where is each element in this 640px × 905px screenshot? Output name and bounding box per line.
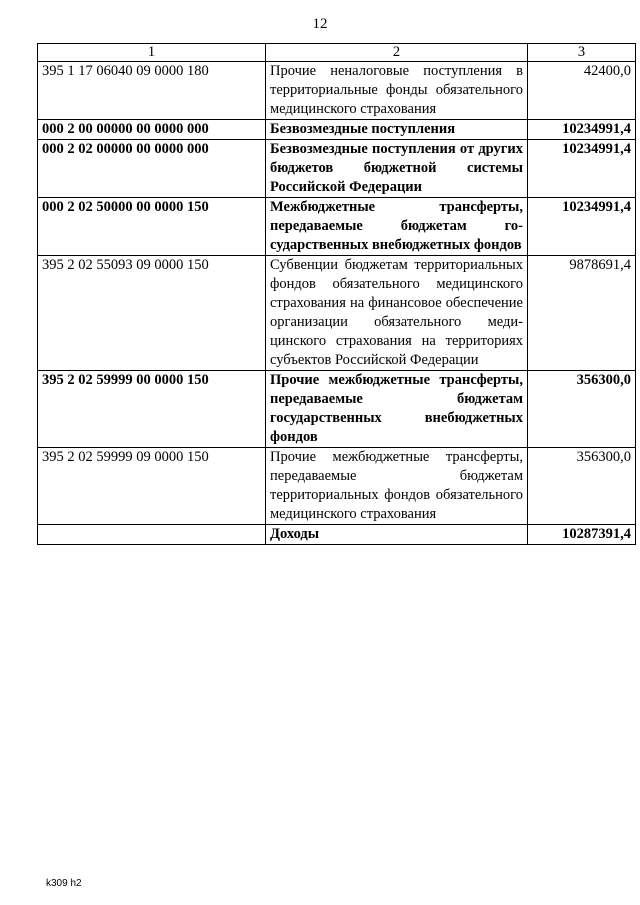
table-row xyxy=(38,140,636,198)
row-amount: 356300,0 xyxy=(528,448,636,525)
row-code: 000 2 02 00000 00 0000 000 xyxy=(38,140,266,198)
row-code xyxy=(38,525,266,545)
row-name: Прочие межбюджетные трансферты, передаваемые бюджетам государственных внебюджетных фондов xyxy=(266,371,528,448)
row-amount: 10234991,4 xyxy=(528,120,636,140)
table-row xyxy=(38,62,636,120)
row-name: Прочие межбюджетные трансферты, передаваемые бюджетам территориальных фондов обязательного медицинского страхования xyxy=(266,448,528,525)
footer-code: k309 h2 xyxy=(46,878,82,889)
table-row xyxy=(38,448,636,525)
row-amount: 10287391,4 xyxy=(528,525,636,545)
income-table xyxy=(37,43,636,545)
header-row xyxy=(38,44,636,62)
row-name: Субвенции бюджетам территориальных фондов обязательного медицинского страхования на финансовое обеспечение организации обязательного медицинского страхования на территориях субъектов Российской Федерации xyxy=(266,256,528,371)
row-code: 395 2 02 55093 09 0000 150 xyxy=(38,256,266,371)
row-code: 395 2 02 59999 00 0000 150 xyxy=(38,371,266,448)
row-code: 000 2 02 50000 00 0000 150 xyxy=(38,198,266,256)
row-name: Межбюджетные трансферты, передаваемые бюджетам государственных внебюджетных фондов xyxy=(266,198,528,256)
row-amount: 10234991,4 xyxy=(528,140,636,198)
table-row xyxy=(38,120,636,140)
row-amount: 42400,0 xyxy=(528,62,636,120)
row-name: Безвозмездные поступления от других бюджетов бюджетной системы Российской Федерации xyxy=(266,140,528,198)
column-header-3: 3 xyxy=(528,44,636,62)
table-body xyxy=(38,62,636,545)
row-amount: 9878691,4 xyxy=(528,256,636,371)
row-name: Безвозмездные поступления xyxy=(266,120,528,140)
table-row xyxy=(38,256,636,371)
row-name: Доходы xyxy=(266,525,528,545)
table-row xyxy=(38,198,636,256)
page-number: 12 xyxy=(312,16,328,32)
table-row xyxy=(38,525,636,545)
row-amount: 356300,0 xyxy=(528,371,636,448)
row-code: 395 1 17 06040 09 0000 180 xyxy=(38,62,266,120)
table-row xyxy=(38,371,636,448)
row-code: 395 2 02 59999 09 0000 150 xyxy=(38,448,266,525)
column-header-2: 2 xyxy=(266,44,528,62)
row-amount: 10234991,4 xyxy=(528,198,636,256)
row-code: 000 2 00 00000 00 0000 000 xyxy=(38,120,266,140)
column-header-1: 1 xyxy=(38,44,266,62)
row-name: Прочие неналоговые поступления в территориальные фонды обязательного медицинского страхования xyxy=(266,62,528,120)
